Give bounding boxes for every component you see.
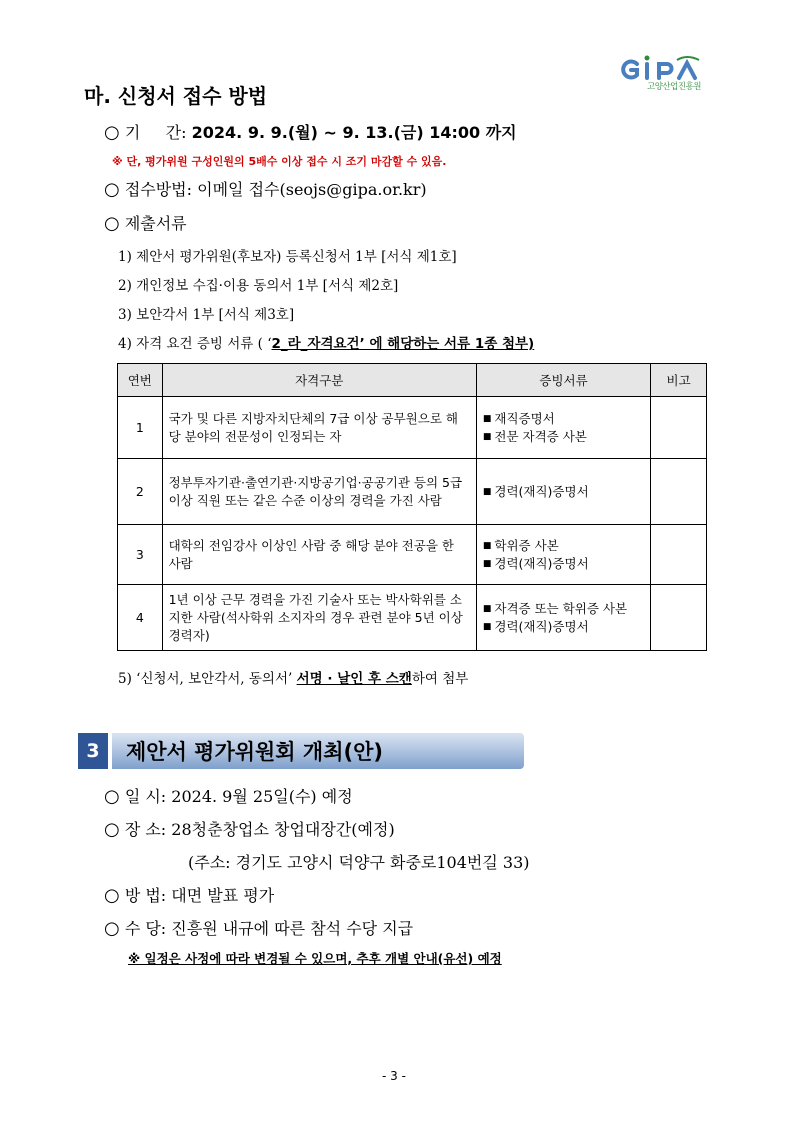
row-documents [476,585,650,651]
schedule-address: (주소: 경기도 고양시 덕양구 화중로104번길 33) [188,853,530,872]
circle-bullet-icon: ○ [104,786,120,807]
circle-bullet-icon: ○ [104,885,120,906]
row-qualification: 1년 이상 근무 경력을 가진 기술사 또는 박사학위를 소지한 사람(석사학위 소지자의 경우 관련 분야 5년 이상 경력자) [162,585,476,651]
row-no: 1 [118,397,163,459]
row-no: 2 [118,459,163,525]
schedule-item-method [104,883,274,906]
section-number-badge: 3 [78,733,108,769]
square-bullet-icon: ■ [482,540,492,551]
row-qualification: 정부투자기관·출연기관·지방공기업·공공기관 등의 5급 이상 직원 또는 같은 수준 이상의 경력을 가진 사람 [162,459,476,525]
early-close-note: ※ 단, 평가위원 구성인원의 5배수 이상 접수 시 조기 마감할 수 있음. [112,155,447,168]
schedule-text: 일 시: 2024. 9월 25일(수) 예정 [124,787,353,806]
doc-item-4-link: 2_라_자격요건 [271,336,360,352]
schedule-item-place [104,817,395,840]
schedule-text: 수 당: 진흥원 내규에 따른 참석 수당 지급 [124,919,414,938]
arc-icon [677,57,699,60]
method-label: 접수방법: [124,180,193,199]
period-value: 2024. 9. 9.(월) ~ 9. 13.(금) 14:00 까지 [191,123,517,142]
row-documents [476,525,650,585]
square-bullet-icon: ■ [482,603,492,614]
docs-label: 제출서류 [124,214,187,233]
row-qualification: 대학의 전임강사 이상인 사람 중 해당 분야 전공을 한 사람 [162,525,476,585]
header-qualification: 자격구분 [162,364,476,397]
row-no: 4 [118,585,163,651]
doc-item-4-suffix: ’ 에 해당하는 서류 1종 첨부) [359,336,535,352]
header-remark: 비고 [651,364,707,397]
leaf-dot [645,56,650,61]
circle-bullet-icon: ○ [104,179,120,200]
row-remark [651,585,707,651]
table-row [118,397,707,459]
doc-entry: 재직증명서 [494,410,555,426]
header-no: 연번 [118,364,163,397]
doc-entry: 경력(재직)증명서 [494,555,589,571]
section3-title: 제안서 평가위원회 개최(안) [126,740,383,764]
doc-item-1: 1) 제안서 평가위원(후보자) 등록신청서 1부 [서식 제1호] [118,249,457,265]
logo-subtitle: 고양산업진흥원 [647,82,701,92]
doc-item-4-prefix: 4) 자격 요건 증빙 서류 ( ‘ [118,336,272,352]
row-no: 3 [118,525,163,585]
period-label: 기 간: [124,123,187,142]
schedule-item-allowance [104,916,413,939]
circle-bullet-icon: ○ [104,213,120,234]
square-bullet-icon: ■ [482,431,492,442]
square-bullet-icon: ■ [482,486,492,497]
table-row [118,585,707,651]
doc-item-4 [118,332,534,352]
doc-entry: 전문 자격증 사본 [494,428,587,444]
schedule-item-date [104,784,353,807]
period-line [104,120,517,143]
header-documents: 증빙서류 [476,364,650,397]
doc-item-2: 2) 개인정보 수집·이용 동의서 1부 [서식 제2호] [118,278,399,294]
schedule-text: 장 소: 28청춘창업소 창업대장간(예정) [124,820,395,839]
section-ma-title: 마. 신청서 접수 방법 [84,84,268,108]
method-value: 이메일 접수(seojs@gipa.or.kr) [197,180,427,199]
row-documents [476,397,650,459]
circle-bullet-icon: ○ [104,122,120,143]
doc-entry: 경력(재직)증명서 [494,483,589,499]
circle-bullet-icon: ○ [104,918,120,939]
gipa-logo [617,54,729,94]
doc-entry: 학위증 사본 [494,537,559,553]
gipa-logo-mark [617,54,729,82]
doc-item-5 [118,667,468,687]
method-line [104,177,427,200]
docs-line [104,211,187,234]
qualification-table [117,363,707,651]
row-remark [651,459,707,525]
square-bullet-icon: ■ [482,621,492,632]
page-number: - 3 - [382,1069,406,1083]
row-documents [476,459,650,525]
schedule-change-note: ※ 일정은 사정에 따라 변경될 수 있으며, 추후 개별 안내(유선) 예정 [128,951,502,966]
square-bullet-icon: ■ [482,558,492,569]
table-row [118,525,707,585]
doc-entry: 경력(재직)증명서 [494,618,589,634]
doc-item-5-emphasis: 서명 · 날인 후 스캔 [296,671,412,687]
doc-item-3: 3) 보안각서 1부 [서식 제3호] [118,307,295,323]
table-row [118,459,707,525]
row-qualification: 국가 및 다른 지방자치단체의 7급 이상 공무원으로 해당 분야의 전문성이 인정되는 자 [162,397,476,459]
square-bullet-icon: ■ [482,413,492,424]
table-header-row [118,364,707,397]
schedule-text: 방 법: 대면 발표 평가 [124,886,275,905]
doc-entry: 자격증 또는 학위증 사본 [494,600,628,616]
circle-bullet-icon: ○ [104,819,120,840]
doc-item-5-suffix: 하여 첨부 [411,671,469,687]
doc-item-5-prefix: 5) ‘신청서, 보안각서, 동의서’ [118,671,297,687]
row-remark [651,397,707,459]
row-remark [651,525,707,585]
